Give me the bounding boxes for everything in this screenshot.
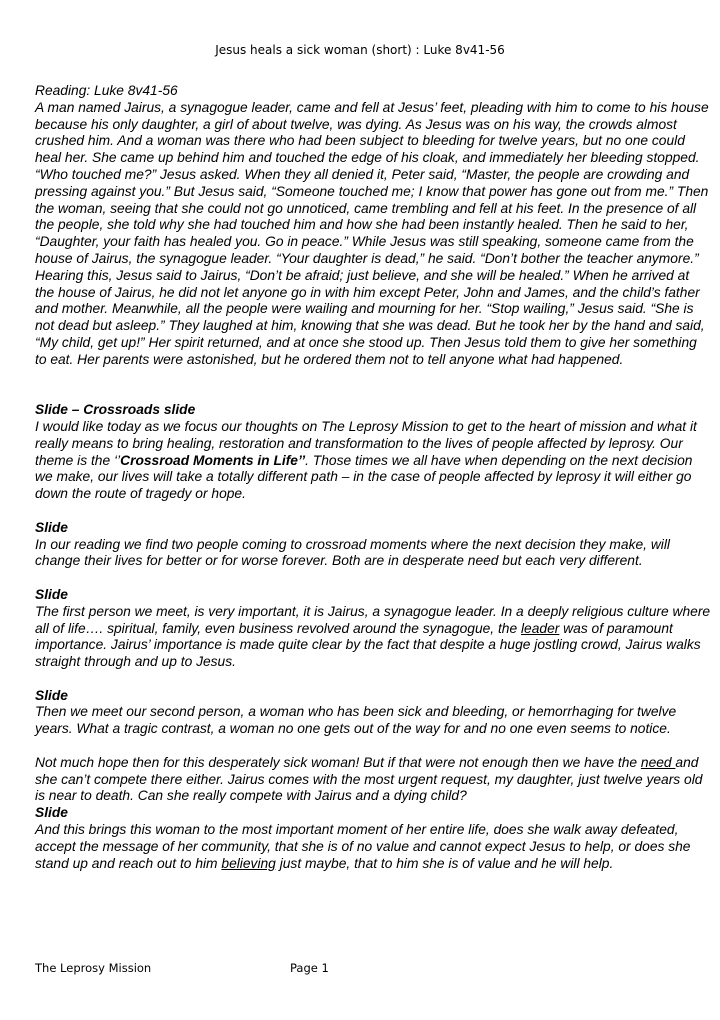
- paragraph: Then we meet our second person, a woman who has been sick and bleeding, or hemorrhaging for twelve years. What a tragic contrast, a woman no one gets out of the way for and no one even seems to notice.: [35, 704, 677, 737]
- reading-heading: Reading: Luke 8v41-56: [35, 83, 178, 98]
- footer-organization: The Leprosy Mission: [35, 961, 152, 975]
- section-heading: Slide: [35, 687, 68, 703]
- page-number: Page 1: [290, 961, 329, 975]
- paragraph: And this brings this woman to the most important moment of her entire life, does she walk away defeated, accept the message of her community, that she is of no value and cannot expect Jesus to help, or does she stand up and reach out to him believing just maybe, that to him she is of value and he will help.: [35, 822, 691, 871]
- paragraph: In our reading we find two people coming to crossroad moments where the next decision they make, will change their lives for better or for worse forever. Both are in desperate need but each very different.: [35, 536, 670, 569]
- section-heading: Slide: [35, 805, 68, 821]
- paragraph: The first person we meet, is very important, it is Jairus, a synagogue leader. In a deeply religious culture where all of life…. spiritual, family, even business revolved around the synagogue, the leader was of paramount importance. Jairus’ importance is made quite clear by the fact that despite a huge jostling crowd, Jairus walks straight through and up to Jesus.: [35, 603, 711, 670]
- underlined-word: believing: [221, 855, 276, 871]
- document-title: Jesus heals a sick woman (short) : Luke 8v41-56: [215, 43, 505, 57]
- theme-emphasis: Crossroad Moments in Life’’: [120, 452, 306, 468]
- section-heading: Slide: [35, 586, 68, 602]
- reading-text: A man named Jairus, a synagogue leader, came and fell at Jesus’ feet, pleading with him to come to his house because his only daughter, a girl of about twelve, was dying. As Jesus was on his way, the crowds almost crushed him. And a woman was there who had been subject to bleeding for twelve years, but no one could heal her. She came up behind him and touched the edge of his cloak, and immediately her bleeding stopped. “Who touched me?” Jesus asked. When they all denied it, Peter said, “Master, the people are crowding and pressing against you.” But Jesus said, “Someone touched me; I know that power has gone out from me.” Then the woman, seeing that she could not go unnoticed, came trembling and fell at his feet. In the presence of all the people, she told why she had touched him and how she had been instantly healed. Then he said to her, “Daughter, your faith has healed you. Go in peace.” While Jesus was still speaking, someone came from the house of Jairus, the synagogue leader. “Your daughter is dead,” he said. “Don’t bother the teacher anymore.” Hearing this, Jesus said to Jairus, “Don’t be afraid; just believe, and she will be healed.” When he arrived at the house of Jairus, he did not let anyone go in with him except Peter, John and James, and the child’s father and mother. Meanwhile, all the people were wailing and mourning for her. “Stop wailing,” Jesus said. “She is not dead but asleep.” They laughed at him, knowing that she was dead. But he took her by the hand and said, “My child, get up!” Her spirit returned, and at once she stood up. Then Jesus told them to give her something to eat. Her parents were astonished, but he ordered them not to tell anyone what had happened.: [35, 99, 709, 367]
- section-heading: Slide – Crossroads slide: [35, 402, 196, 418]
- underlined-word: need: [640, 754, 676, 770]
- paragraph: Not much hope then for this desperately sick woman! But if that were not enough then we have the need and she can’t compete there either. Jairus comes with the most urgent request, my daughter, just twelve years old is near to death. Can she really compete with Jairus and a dying child?: [35, 754, 703, 804]
- document-body: [35, 83, 711, 872]
- paragraph: I would like today as we focus our thoughts on The Leprosy Mission to get to the heart of mission and what it really means to bring healing, restoration and transformation to the lives of people affected by leprosy. Our theme is the ‘’Crossroad Moments in Life’’. Those times we all have when depending on the next decision we make, our lives will take a totally different path – in the case of people affected by leprosy it will either go down the route of tragedy or hope.: [35, 418, 697, 502]
- section-heading: Slide: [35, 519, 68, 535]
- underlined-word: leader: [520, 620, 560, 636]
